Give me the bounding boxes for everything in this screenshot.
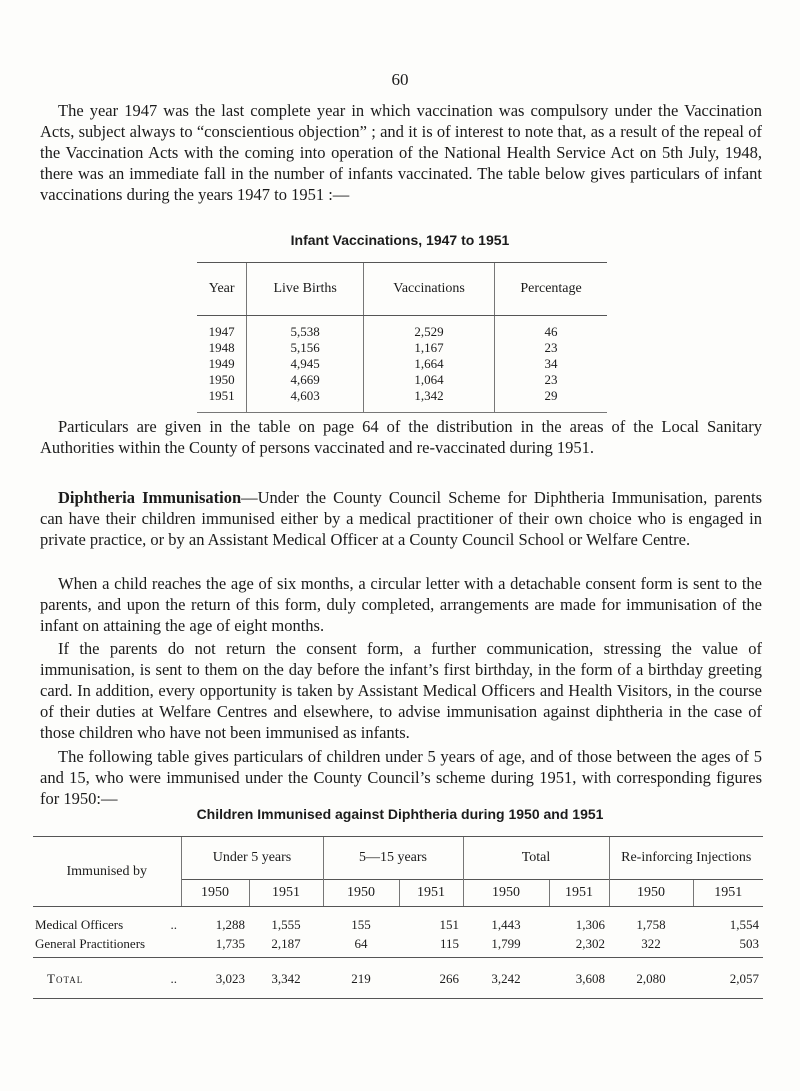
year-header: 1951 [549, 880, 609, 907]
cell-value: 219 [323, 958, 399, 999]
group-total: Total [463, 837, 609, 880]
total-label: Total .. [33, 958, 181, 999]
cell-value: 3,023 [181, 958, 249, 999]
group-reinforcing: Re-inforcing Injections [609, 837, 763, 880]
diphtheria-paragraph-1 [40, 487, 762, 550]
cell-year: 1951 [197, 388, 247, 413]
cell-year: 1948 [208, 340, 235, 355]
cell-value: 2,302 [549, 934, 609, 958]
cell-year: 1947 [208, 324, 235, 339]
table1-header-live-births: Live Births [247, 263, 364, 316]
cell-value: 2,057 [693, 958, 763, 999]
cell-value: 2,080 [609, 958, 693, 999]
cell-value: 322 [609, 934, 693, 958]
cell-value: 1,288 [215, 917, 245, 932]
table-row-total [33, 958, 763, 999]
cell-year: 1949 [208, 356, 235, 371]
table1-header-year: Year [197, 263, 247, 316]
cell-value: 3,342 [249, 958, 323, 999]
cell-value: 151 [439, 917, 459, 932]
year-header: 1950 [609, 880, 693, 907]
year-header: 1950 [323, 880, 399, 907]
cell-vaccinations: 1,342 [364, 388, 495, 413]
cell-value: 1,306 [575, 917, 605, 932]
table-row [33, 907, 763, 935]
cell-value: 64 [323, 934, 399, 958]
year-header: 1951 [249, 880, 323, 907]
table1-header-percentage: Percentage [495, 263, 607, 316]
cell-value: 3,242 [463, 958, 549, 999]
cell-live-births: 4,603 [247, 388, 364, 413]
group-5-15: 5—15 years [323, 837, 463, 880]
table-row [197, 356, 607, 372]
cell-value: 1,554 [729, 917, 759, 932]
cell-live-births: 4,945 [247, 356, 364, 372]
cell-percentage: 29 [495, 388, 607, 413]
cell-percentage: 23 [495, 372, 607, 388]
cell-value: 1,799 [463, 934, 549, 958]
table1-caption: Infant Vaccinations, 1947 to 1951 [290, 232, 510, 248]
cell-value: 266 [399, 958, 463, 999]
table-row [197, 372, 607, 388]
year-header: 1951 [399, 880, 463, 907]
cell-year: 1950 [208, 372, 235, 387]
table-row [197, 316, 607, 341]
year-header: 1950 [181, 880, 249, 907]
cell-value: 1,735 [181, 934, 249, 958]
cell-vaccinations: 1,167 [364, 340, 495, 356]
group-under-5: Under 5 years [181, 837, 323, 880]
cell-value: 1,443 [491, 917, 521, 932]
cell-vaccinations: 1,064 [364, 372, 495, 388]
cell-vaccinations: 2,529 [364, 316, 495, 341]
year-header: 1950 [463, 880, 549, 907]
diphtheria-paragraph-4: The following table gives particulars of children under 5 years of age, and of those between the ages of 5 and 15, who were immunised under the County Council’s scheme during 1951, with corresponding figures for 1950:— [40, 747, 762, 808]
diphtheria-immunisation-table [33, 836, 763, 999]
cell-live-births: 5,156 [247, 340, 364, 356]
cell-value: 1,758 [636, 917, 666, 932]
table2-caption: Children Immunised against Diphtheria during 1950 and 1951 [196, 806, 604, 822]
cell-vaccinations: 1,664 [364, 356, 495, 372]
cell-value: 1,555 [271, 917, 301, 932]
cell-percentage: 34 [495, 356, 607, 372]
cell-live-births: 4,669 [247, 372, 364, 388]
diphtheria-paragraph-2: When a child reaches the age of six months, a circular letter with a detachable consent form is sent to the parents, and upon the return of this form, duly completed, arrangements are made for immunisation of the infant on attaining the age of eight months. [40, 574, 762, 635]
page-number: 60 [391, 70, 409, 89]
cell-percentage: 46 [495, 316, 607, 341]
particulars-paragraph: Particulars are given in the table on page 64 of the distribution in the areas of the Local Sanitary Authorities within the County of persons vaccinated and re-vaccinated during 1951. [40, 417, 762, 457]
cell-value: 115 [399, 934, 463, 958]
diphtheria-heading: Diphtheria Immunisation [58, 488, 242, 507]
diphtheria-text-1: —Under the County Council Scheme for Diphtheria Immunisation, parents can have their children immunised either by a medical practitioner of their own choice who is engaged in private practice, or by an Assistant Medical Officer at a County Council School or Welfare Centre. [40, 488, 762, 549]
table-row [197, 340, 607, 356]
cell-percentage: 23 [495, 340, 607, 356]
cell-live-births: 5,538 [247, 316, 364, 341]
table-row [33, 934, 763, 958]
year-header: 1951 [693, 880, 763, 907]
table1-header-vaccinations: Vaccinations [364, 263, 495, 316]
cell-value: 2,187 [249, 934, 323, 958]
table2-row-header: Immunised by [33, 837, 181, 907]
cell-value: 3,608 [549, 958, 609, 999]
table-row [197, 388, 607, 413]
infant-vaccinations-table [197, 262, 607, 413]
diphtheria-paragraph-3: If the parents do not return the consent form, a further communication, stressing the value of immunisation, is sent to them on the day before the infant’s first birthday, in the form of a birthday greeting card. In addition, every opportunity is taken by Assistant Medical Officers and Health Visitors, in the course of their duties at Welfare Centres and elsewhere, to advise immunisation against diphtheria in the case of those children who have not been immunised as infants. [40, 639, 762, 742]
row-label: Medical Officers .. [35, 917, 177, 932]
row-label: General Practitioners [33, 934, 181, 958]
intro-paragraph: The year 1947 was the last complete year in which vaccination was compulsory under the Vaccination Acts, subject always to “conscientious objection” ; and it is of interest to note that, as a result of the repeal of the Vaccination Acts with the coming into operation of the National Health Service Act on 5th July, 1948, there was an immediate fall in the number of infants vaccinated. The table below gives particulars of infant vaccinations during the years 1947 to 1951 :— [40, 101, 762, 204]
cell-value: 155 [351, 917, 371, 932]
cell-value: 503 [693, 934, 763, 958]
